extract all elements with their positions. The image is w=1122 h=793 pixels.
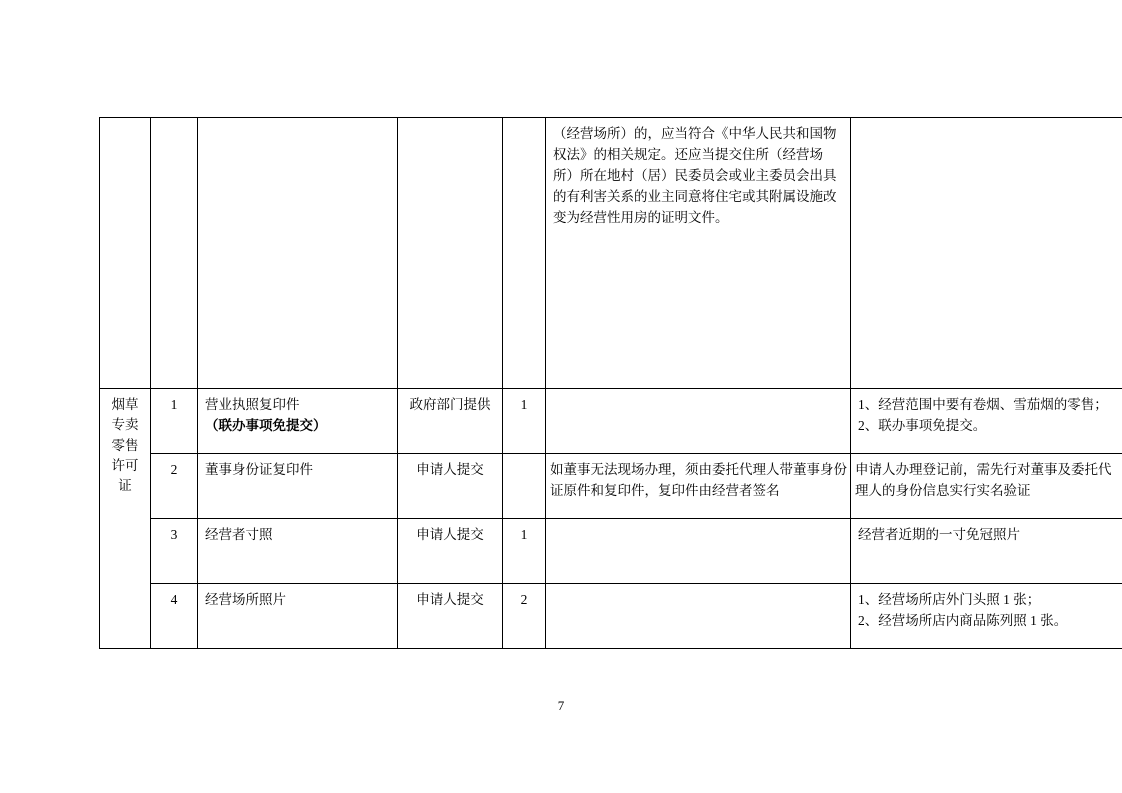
index-cell: 3 [151, 519, 198, 584]
table-row [100, 454, 1122, 519]
quantity-cell [503, 454, 546, 519]
source-cell-empty [398, 118, 503, 389]
quantity-cell: 1 [503, 389, 546, 454]
material-name-cell [198, 454, 398, 519]
remark-line2: 2、经营场所店内商品陈列照 1 张。 [858, 612, 1068, 628]
index-cell-empty [151, 118, 198, 389]
remark-line1: 1、经营场所店外门头照 1 张； [858, 592, 1041, 607]
quantity-cell: 1 [503, 519, 546, 584]
material-name-cell [198, 389, 398, 454]
remark-line2: 2、联办事项免提交。 [858, 417, 987, 433]
source-cell: 申请人提交 [398, 519, 503, 584]
category-label: 烟草专卖零售许可证 [111, 397, 139, 493]
material-name-line1: 营业执照复印件 [205, 397, 300, 412]
material-name-line1: 董事身份证复印件 [205, 462, 313, 477]
table-row [100, 389, 1122, 454]
quantity-cell-empty [503, 118, 546, 389]
note-cell: 如董事无法现场办理，须由委托代理人带董事身份证原件和复印件，复印件由经营者签名 [546, 454, 851, 519]
source-cell: 政府部门提供 [398, 389, 503, 454]
index-cell: 1 [151, 389, 198, 454]
requirements-table [99, 117, 1122, 649]
source-cell: 申请人提交 [398, 584, 503, 649]
note-cell [546, 389, 851, 454]
remark-cell-empty [851, 118, 1122, 389]
material-name-line2: （联办事项免提交） [205, 417, 327, 433]
page-number: 7 [557, 698, 565, 713]
remark-line1: 1、经营范围中要有卷烟、雪茄烟的零售； [858, 397, 1108, 412]
material-name-cell [198, 519, 398, 584]
material-name-line1: 经营者寸照 [205, 527, 273, 542]
note-cell-continued: （经营场所）的，应当符合《中华人民共和国物权法》的相关规定。还应当提交住所（经营场所）所在地村（居）民委员会或业主委员会出具的有利害关系的业主同意将住宅或其附属设施改变为经营性用房的证明文件。 [546, 118, 851, 389]
note-cell [546, 584, 851, 649]
quantity-cell: 2 [503, 584, 546, 649]
category-cell-empty [100, 118, 151, 389]
table-row-continued [100, 118, 1122, 389]
source-cell: 申请人提交 [398, 454, 503, 519]
remark-cell [851, 389, 1122, 454]
remark-line1: 经营者近期的一寸免冠照片 [858, 527, 1020, 542]
index-cell: 2 [151, 454, 198, 519]
category-cell [100, 389, 151, 649]
note-cell [546, 519, 851, 584]
table-row [100, 584, 1122, 649]
material-name-cell [198, 584, 398, 649]
material-name-cell-empty [198, 118, 398, 389]
index-cell: 4 [151, 584, 198, 649]
remark-cell [851, 584, 1122, 649]
remark-cell [851, 454, 1122, 519]
remark-cell [851, 519, 1122, 584]
table-row [100, 519, 1122, 584]
material-name-line1: 经营场所照片 [205, 592, 286, 607]
remark-line1: 申请人办理登记前，需先行对董事及委托代理人的身份信息实行实名验证 [855, 462, 1112, 498]
